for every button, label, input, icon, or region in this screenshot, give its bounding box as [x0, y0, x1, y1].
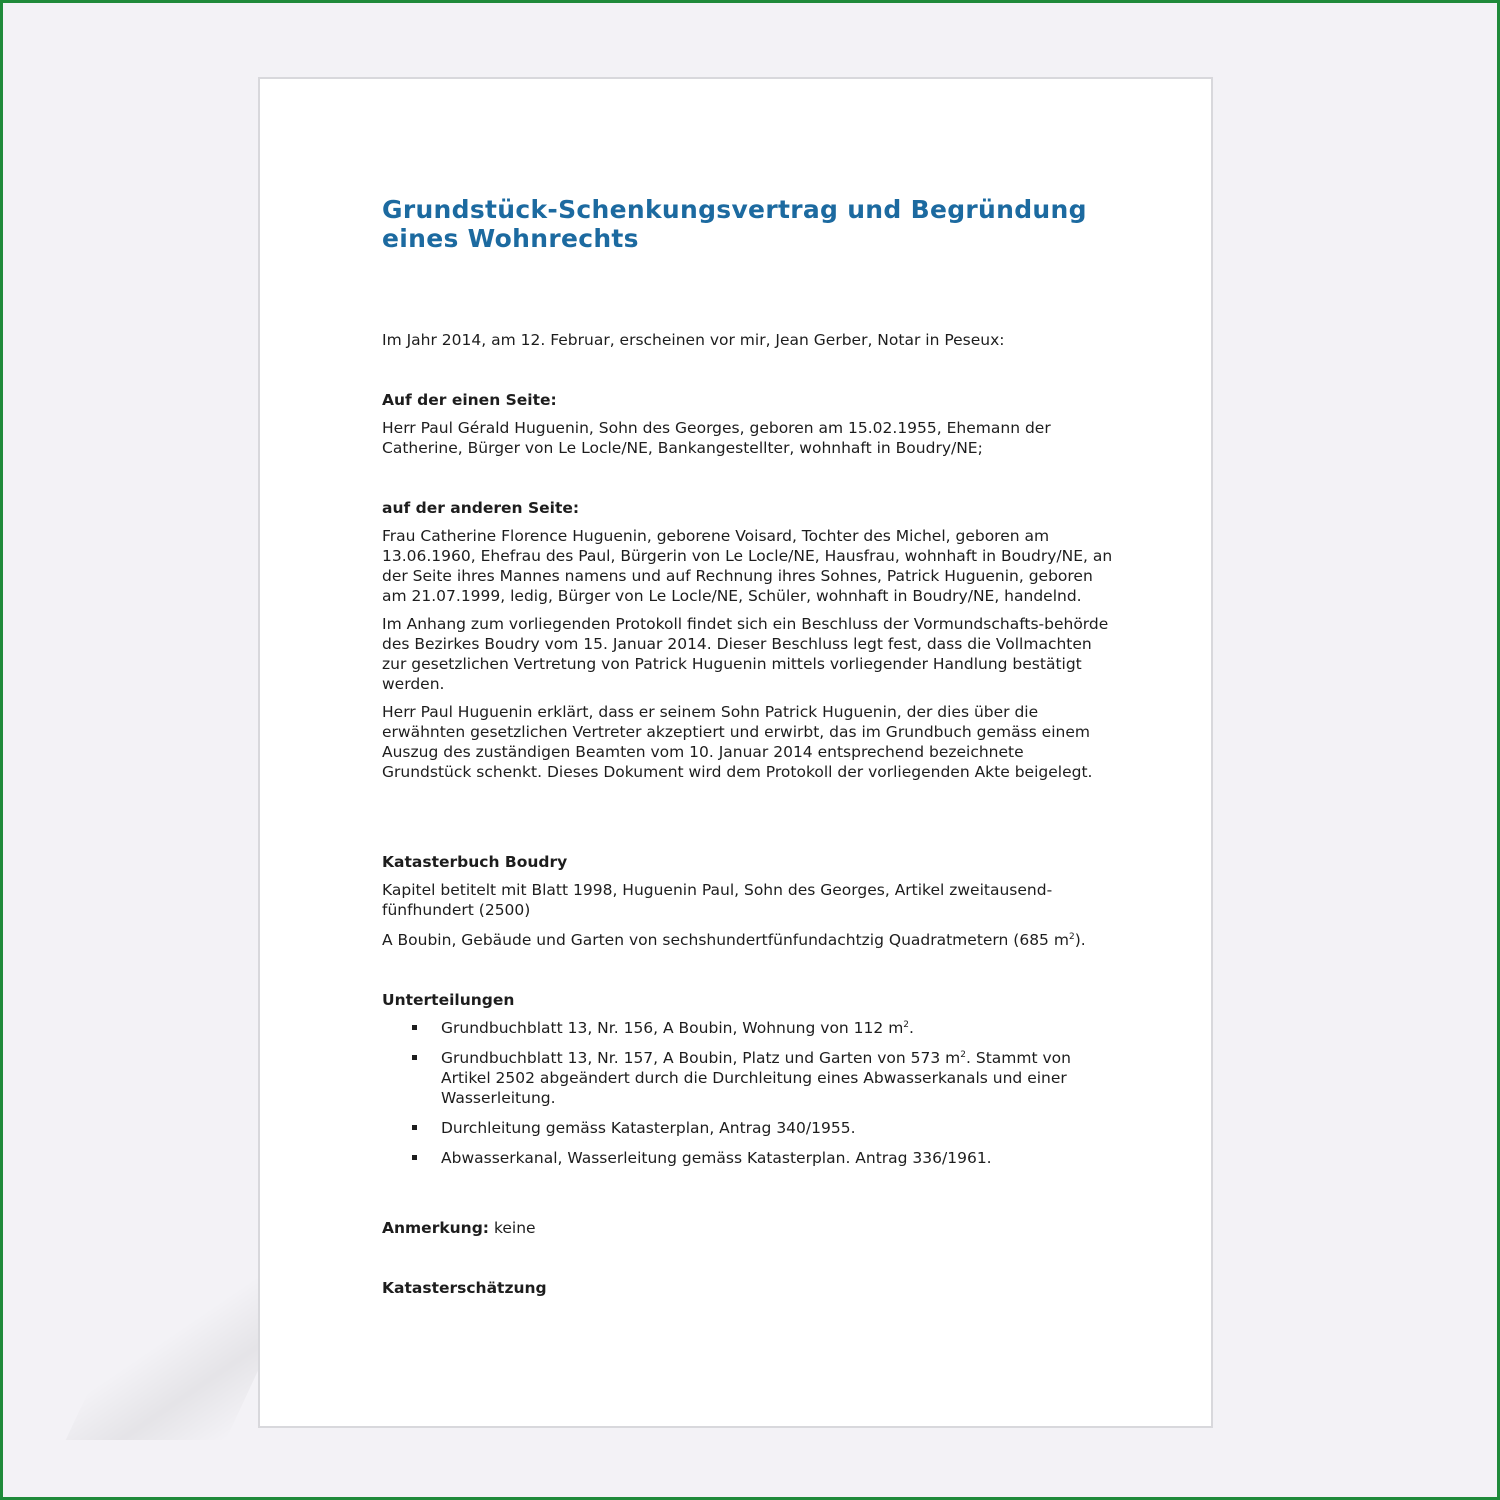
document-title [382, 195, 1117, 253]
bullet-icon [412, 1055, 417, 1060]
remark-value: keine [489, 1219, 536, 1237]
kataster-heading: Katasterbuch Boudry [382, 853, 568, 871]
party2-paragraph: Frau Catherine Florence Huguenin, geborene Voisard, Tochter des Michel, geboren am 13.06.1960, Ehefrau des Paul, Bürgerin von Le Locle/NE, Hausfrau, wohnhaft in Boudry/NE, an der Seite ihres Mannes namens und auf Rechnung ihres Sohnes, Patrick Huguenin, geboren am 21.07.1999, ledig, Bürger von Le Locle/NE, Schüler, wohnhaft in Boudry/NE, handelnd. [382, 527, 1113, 605]
title-line-1: Grundstück-Schenkungsvertrag und Begründung [382, 195, 1087, 224]
bullet-icon [412, 1025, 417, 1030]
subdivisions-list [382, 1018, 1117, 1168]
list-item: Durchleitung gemäss Katasterplan, Antrag 340/1955. [382, 1118, 1117, 1138]
subdivisions-heading: Unterteilungen [382, 991, 515, 1009]
document-page [258, 77, 1213, 1428]
bullet-icon [412, 1155, 417, 1160]
kataster-paragraph-1: Kapitel betitelt mit Blatt 1998, Huguenin Paul, Sohn des Georges, Artikel zweitausend-fünfhundert (2500) [382, 881, 1053, 919]
party1-paragraph: Herr Paul Gérald Huguenin, Sohn des Georges, geboren am 15.02.1955, Ehemann der Catherine, Bürger von Le Locle/NE, Bankangestellter, wohnhaft in Boudry/NE; [382, 419, 1051, 457]
annex-paragraph: Im Anhang zum vorliegenden Protokoll findet sich ein Beschluss der Vormundschafts-behörde des Bezirkes Boudry vom 15. Januar 2014. Dieser Beschluss legt fest, dass die Vollmachten zur gesetzlichen Vertretung von Patrick Huguenin mittels vorliegender Handlung bestätigt werden. [382, 615, 1109, 693]
bullet-icon [412, 1125, 417, 1130]
party2-heading: auf der anderen Seite: [382, 499, 580, 517]
remark-line [382, 1218, 1117, 1238]
remark-label: Anmerkung: [382, 1219, 490, 1237]
intro-paragraph: Im Jahr 2014, am 12. Februar, erscheinen vor mir, Jean Gerber, Notar in Peseux: [382, 331, 1005, 349]
declaration-paragraph: Herr Paul Huguenin erklärt, dass er seinem Sohn Patrick Huguenin, der dies über die erwähnten gesetzlichen Vertreter akzeptiert und erwirbt, das im Grundbuch gemäss einem Auszug des zuständigen Beamten vom 10. Januar 2014 entsprechend bezeichnete Grundstück schenkt. Dieses Dokument wird dem Protokoll der vorliegenden Akte beigelegt. [382, 703, 1093, 781]
kataster-paragraph-2: A Boubin, Gebäude und Garten von sechshundertfünfundachtzig Quadratmetern (685 $m^2$). [382, 931, 1086, 949]
list-item: Abwasserkanal, Wasserleitung gemäss Katasterplan. Antrag 336/1961. [382, 1148, 1117, 1168]
list-item: Grundbuchblatt 13, Nr. 156, A Boubin, Wohnung von 112 $m^2$. [382, 1018, 1117, 1038]
list-item: Grundbuchblatt 13, Nr. 157, A Boubin, Platz und Garten von 573 $m^2$. Stammt von Artikel 2502 abgeändert durch die Durchleitung eines Abwasserkanals und einer Wasserleitung. [382, 1048, 1117, 1108]
title-line-2: eines Wohnrechts [382, 224, 639, 253]
document-content [382, 195, 1117, 1298]
party1-heading: Auf der einen Seite: [382, 391, 557, 409]
estimate-heading: Katasterschätzung [382, 1279, 547, 1297]
